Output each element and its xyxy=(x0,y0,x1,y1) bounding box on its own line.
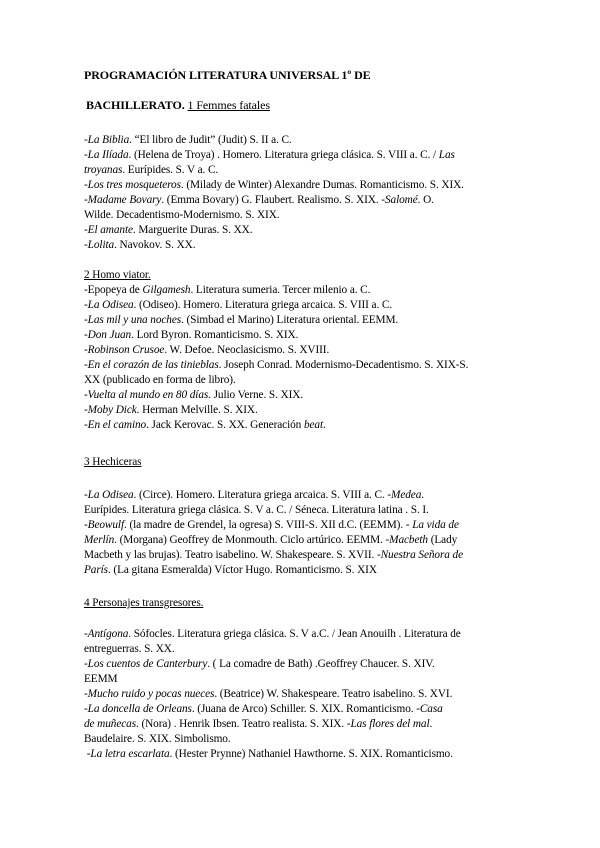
list-item: -Lolita. Navokov. S. XX. xyxy=(84,239,196,251)
list-item-continuation: EEMM xyxy=(84,673,118,685)
list-item: -Antígona. Sófocles. Literatura griega clásica. S. V a.C. / Jean Anouilh . Literatura de xyxy=(84,628,461,640)
list-item: -Moby Dick. Herman Melville. S. XIX. xyxy=(84,404,258,416)
list-item: -El amante. Marguerite Duras. S. XX. xyxy=(84,224,253,236)
section3-heading: 3 Hechiceras xyxy=(84,456,142,468)
list-item-continuation: Wilde. Decadentismo-Modernismo. S. XIX. xyxy=(84,209,280,221)
section1-heading: 1 Femmes fatales xyxy=(187,98,270,112)
list-item: -Madame Bovary. (Emma Bovary) G. Flaubert. Realismo. S. XIX. -Salomé. O. xyxy=(84,194,434,206)
list-item: -Las mil y una noches. (Simbad el Marino) Literatura oriental. EEMM. xyxy=(84,314,399,326)
list-item-continuation: Macbeth y las brujas). Teatro isabelino. W. Shakespeare. S. XVII. -Nuestra Señora de xyxy=(84,549,464,561)
list-item: -Mucho ruido y pocas nueces. (Beatrice) W. Shakespeare. Teatro isabelino. S. XVI. xyxy=(84,688,453,700)
document-title-line2 xyxy=(86,98,270,113)
list-item-continuation: Baudelaire. S. XIX. Simbolismo. xyxy=(84,733,231,745)
list-item-continuation: de muñecas. (Nora) . Henrik Ibsen. Teatro realista. S. XIX. -Las flores del mal. xyxy=(84,718,433,730)
section2-heading: 2 Homo viator. xyxy=(84,269,151,281)
list-item: -La Odisea. (Odiseo). Homero. Literatura griega arcaica. S. VIII a. C. xyxy=(84,299,393,311)
list-item-continuation: Merlín. (Morgana) Geoffrey de Monmouth. Ciclo artúrico. EEMM. -Macbeth (Lady xyxy=(84,534,458,546)
list-item: -La Ilíada. (Helena de Troya) . Homero. Literatura griega clásica. S. VIII a. C. / Las xyxy=(84,149,455,161)
list-item: -Vuelta al mundo en 80 días. Julio Verne. S. XIX. xyxy=(84,389,304,401)
list-item: -La doncella de Orleans. (Juana de Arco) Schiller. S. XIX. Romanticismo. -Casa xyxy=(84,703,443,715)
list-item: -Los cuentos de Canterbury. ( La comadre de Bath) .Geoffrey Chaucer. S. XIV. xyxy=(84,658,435,670)
list-item: -La letra escarlata. (Hester Prynne) Nathaniel Hawthorne. S. XIX. Romanticismo. xyxy=(84,748,453,760)
list-item-continuation: entreguerras. S. XX. xyxy=(84,643,175,655)
list-item-continuation: troyanas. Eurípides. S. V a. C. xyxy=(84,164,219,176)
list-item: -La Biblia. “El libro de Judit” (Judit) S. II a. C. xyxy=(84,134,292,146)
list-item: -Epopeya de Gilgamesh. Literatura sumeria. Tercer milenio a. C. xyxy=(84,284,371,296)
list-item: -En el corazón de las tinieblas. Joseph Conrad. Modernismo-Decadentismo. S. XIX-S. xyxy=(84,359,469,371)
document-title-line1: PROGRAMACIÓN LITERATURA UNIVERSAL 1º DE xyxy=(84,68,371,82)
list-item-continuation: Eurípides. Literatura griega clásica. S. V a. C. / Séneca. Literatura latina . S. I. xyxy=(84,504,429,516)
list-item: -La Odisea. (Circe). Homero. Literatura griega arcaica. S. VIII a. C. -Medea. xyxy=(84,489,425,501)
list-item-continuation: París. (La gitana Esmeralda) Víctor Hugo. Romanticismo. S. XIX xyxy=(84,564,377,576)
section4-heading: 4 Personajes transgresores. xyxy=(84,597,204,609)
list-item: -Los tres mosqueteros. (Milady de Winter) Alexandre Dumas. Romanticismo. S. XIX. xyxy=(84,179,464,191)
title-bachillerato: BACHILLERATO. xyxy=(86,98,185,112)
list-item: -En el camino. Jack Kerovac. S. XX. Generación beat. xyxy=(84,419,326,431)
list-item: -Robinson Crusoe. W. Defoe. Neoclasicismo. S. XVIII. xyxy=(84,344,330,356)
list-item-continuation: XX (publicado en forma de libro). xyxy=(84,374,236,386)
list-item: -Don Juan. Lord Byron. Romanticismo. S. XIX. xyxy=(84,329,299,341)
list-item: -Beowulf. (la madre de Grendel, la ogresa) S. VIII-S. XII d.C. (EEMM). - La vida de xyxy=(84,519,459,531)
